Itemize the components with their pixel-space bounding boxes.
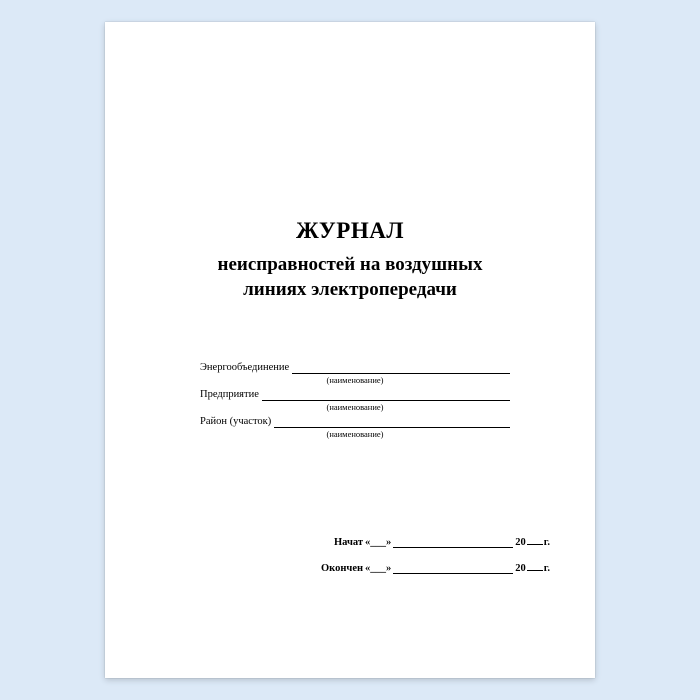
field-label-enterprise: Предприятие <box>200 389 259 400</box>
date-row-started <box>105 534 550 548</box>
date-month-input-finished[interactable] <box>393 562 513 574</box>
date-year-prefix-finished: 20 <box>515 563 526 574</box>
field-note-text-district: (наименование) <box>326 429 384 439</box>
date-year-input-finished[interactable] <box>527 560 543 571</box>
date-row-finished <box>105 560 550 574</box>
date-year-finished <box>515 560 550 574</box>
field-note-text-enterprise: (наименование) <box>326 402 384 412</box>
field-row-enterprise <box>105 389 595 401</box>
field-row-energy-association <box>105 362 595 374</box>
date-day-field-finished[interactable]: «___» <box>365 563 392 574</box>
field-note-text-energy-association: (наименование) <box>326 375 384 385</box>
field-input-energy-association[interactable] <box>292 362 510 374</box>
date-year-started <box>515 534 550 548</box>
field-label-energy-association: Энергообъединение <box>200 362 290 373</box>
dates-block <box>105 534 595 586</box>
date-month-input-started[interactable] <box>393 536 513 548</box>
date-year-prefix-started: 20 <box>515 537 526 548</box>
date-label-started: Начат <box>333 537 364 548</box>
fields-block <box>105 362 595 443</box>
field-row-district <box>105 416 595 428</box>
field-note-enterprise <box>105 402 595 412</box>
page-title: ЖУРНАЛ <box>296 218 404 243</box>
date-year-input-started[interactable] <box>527 534 543 545</box>
document-page <box>105 22 595 678</box>
date-day-field-started[interactable]: «___» <box>365 537 392 548</box>
field-input-enterprise[interactable] <box>262 389 510 401</box>
date-year-suffix-started: г. <box>543 537 550 548</box>
field-note-energy-association <box>105 375 595 385</box>
page-subtitle-line-2: линиях электропередачи <box>243 279 457 301</box>
document-page-content <box>105 22 595 678</box>
field-note-district <box>105 429 595 439</box>
date-year-suffix-finished: г. <box>543 563 550 574</box>
title-block <box>105 217 595 303</box>
date-label-finished: Окончен <box>321 563 364 574</box>
page-subtitle-line-1: неисправностей на воздушных <box>217 253 483 275</box>
field-label-district: Район (участок) <box>200 416 272 427</box>
field-input-district[interactable] <box>274 416 510 428</box>
